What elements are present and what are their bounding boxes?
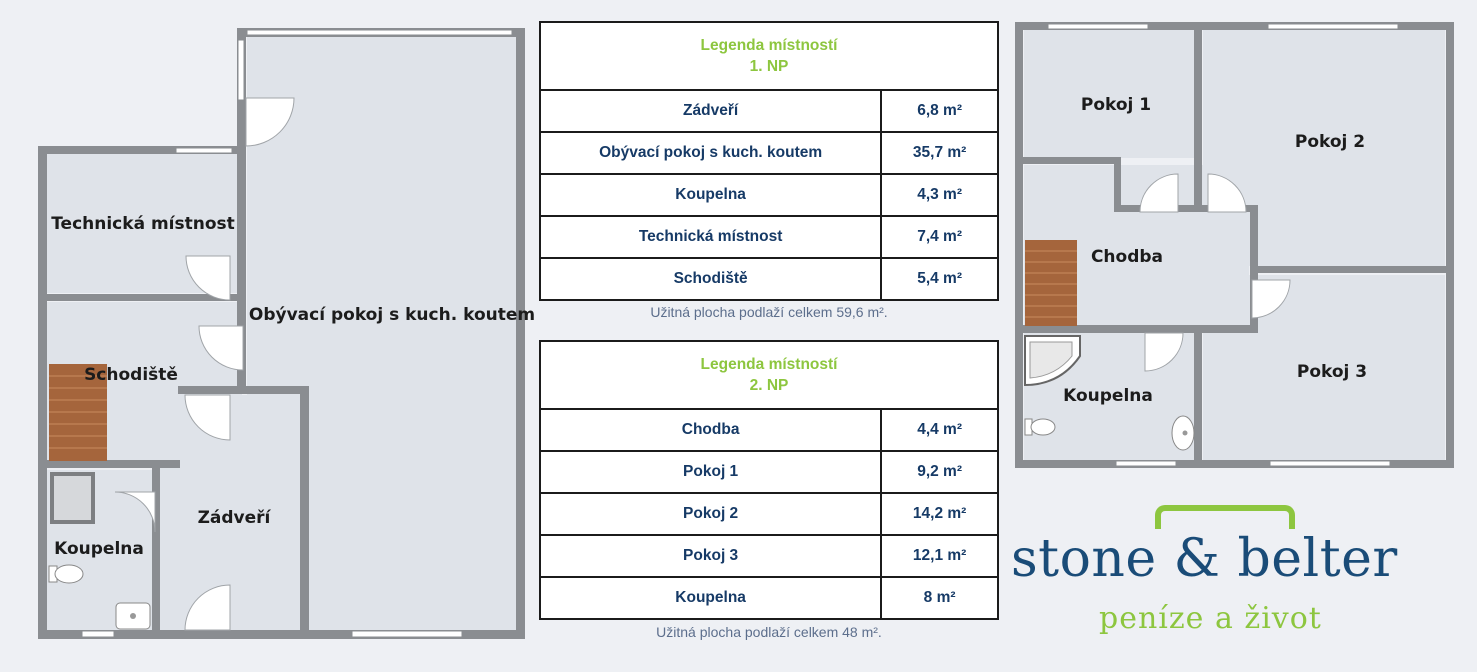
- brand-logo: [1005, 505, 1470, 655]
- legend-row: [540, 577, 998, 619]
- room-label-technicka: Technická místnost: [51, 214, 235, 234]
- shower-icon: [50, 472, 95, 524]
- brand-name: stone & belter: [1011, 529, 1398, 589]
- sink-icon: [1172, 416, 1194, 450]
- room-name: Zádveří: [540, 90, 881, 132]
- legend-table-2np: [539, 340, 999, 620]
- room-label-zadveri: Zádveří: [197, 508, 271, 528]
- room-area: 4,3 m²: [881, 174, 998, 216]
- room-label-pokoj1: Pokoj 1: [1080, 95, 1152, 115]
- room-label-pokoj2: Pokoj 2: [1294, 132, 1366, 152]
- legend-table-1np: [539, 21, 999, 301]
- room-area: 9,2 m²: [881, 451, 998, 493]
- stairs-2np: [1025, 240, 1077, 326]
- room-name: Koupelna: [540, 174, 881, 216]
- legend-row: [540, 258, 998, 300]
- room-name: Schodiště: [540, 258, 881, 300]
- room-area: 5,4 m²: [881, 258, 998, 300]
- legend-floor: 1. NP: [749, 58, 789, 75]
- total-area-2np: Užitná plocha podlaží celkem 48 m².: [656, 624, 882, 640]
- legend-row: [540, 174, 998, 216]
- room-area: 8 m²: [881, 577, 998, 619]
- room-label-obyvaci: Obývací pokoj s kuch. koutem: [248, 305, 536, 325]
- legend-header: [540, 22, 998, 90]
- room-name: Technická místnost: [540, 216, 881, 258]
- sink-icon: [116, 603, 150, 629]
- room-name: Pokoj 3: [540, 535, 881, 577]
- room-area: 12,1 m²: [881, 535, 998, 577]
- toilet-icon: [49, 565, 83, 583]
- room-area: 7,4 m²: [881, 216, 998, 258]
- legend-header: [540, 341, 998, 409]
- legend-row: [540, 451, 998, 493]
- legend-row: [540, 535, 998, 577]
- room-name: Koupelna: [540, 577, 881, 619]
- room-area: 4,4 m²: [881, 409, 998, 451]
- room-name: Chodba: [540, 409, 881, 451]
- room-area: 14,2 m²: [881, 493, 998, 535]
- room-name: Pokoj 1: [540, 451, 881, 493]
- total-area-1np: Užitná plocha podlaží celkem 59,6 m².: [650, 304, 888, 320]
- legend-title: Legenda místností: [700, 37, 838, 54]
- room-label-koupelna: Koupelna: [54, 539, 144, 559]
- room-name: Pokoj 2: [540, 493, 881, 535]
- toilet-icon: [1025, 419, 1055, 435]
- legend-row: [540, 216, 998, 258]
- legend-title: Legenda místností: [700, 356, 838, 373]
- legend-floor: 2. NP: [749, 377, 789, 394]
- room-area: 35,7 m²: [881, 132, 998, 174]
- room-label-chodba: Chodba: [1090, 247, 1164, 267]
- legend-row: [540, 90, 998, 132]
- room-label-koupelna: Koupelna: [1063, 386, 1153, 406]
- room-label-schodiste: Schodiště: [84, 365, 178, 385]
- legend-row: [540, 493, 998, 535]
- logo-arc-icon: [1155, 505, 1295, 529]
- room-area: 6,8 m²: [881, 90, 998, 132]
- brand-tagline: peníze a život: [1099, 601, 1322, 636]
- room-name: Obývací pokoj s kuch. koutem: [540, 132, 881, 174]
- room-label-pokoj3: Pokoj 3: [1296, 362, 1368, 382]
- legend-row: [540, 132, 998, 174]
- legend-row: [540, 409, 998, 451]
